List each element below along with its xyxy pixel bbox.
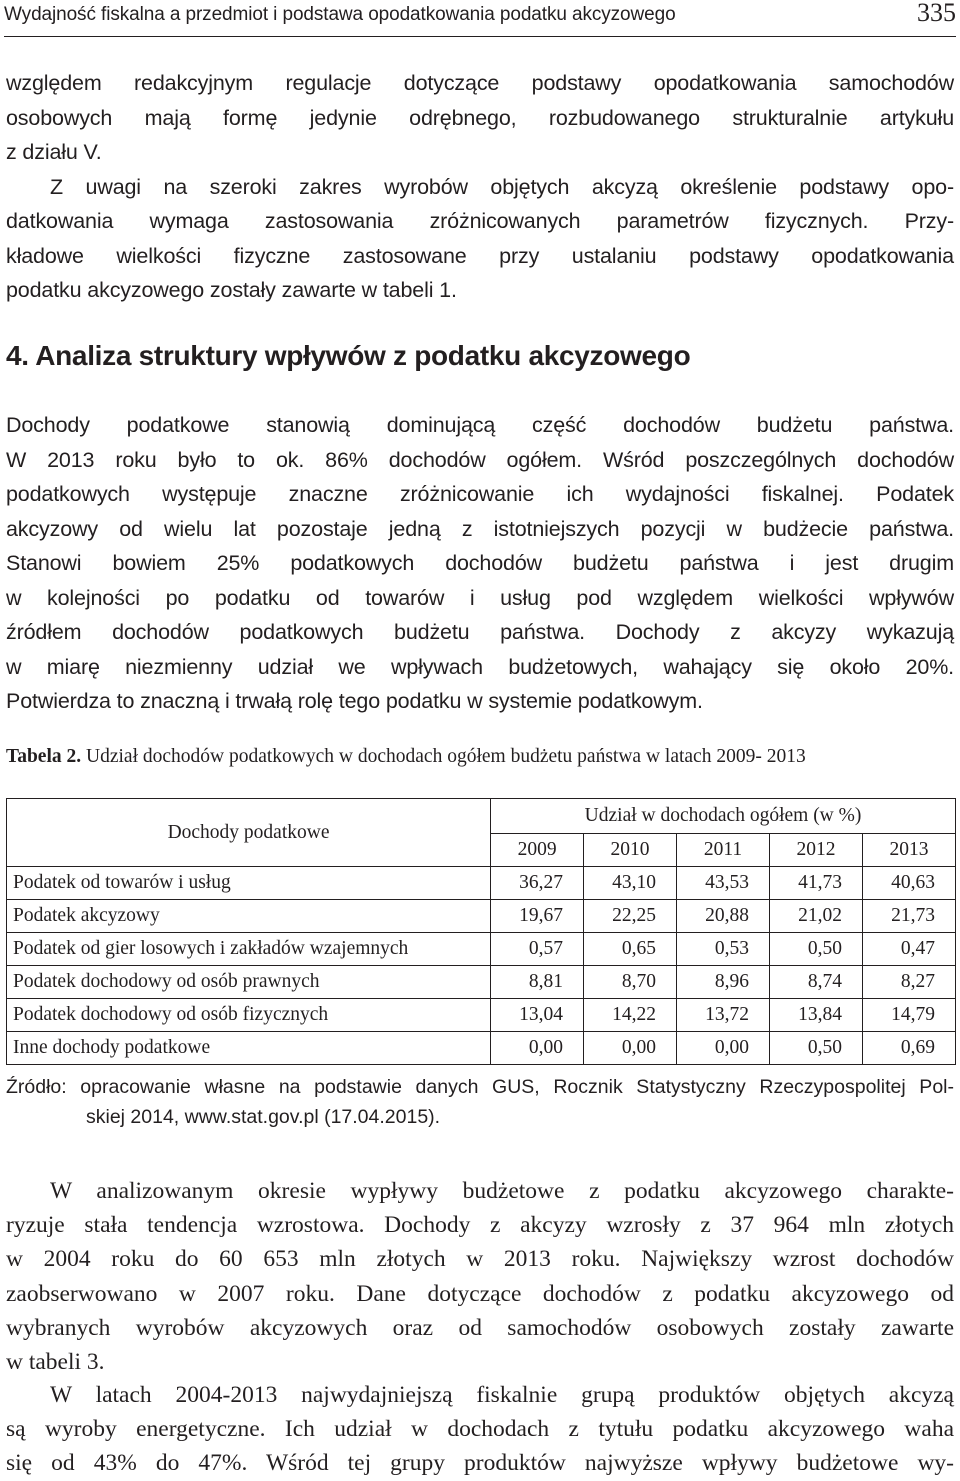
row-label: Podatek od gier losowych i zakładów wzajemnych — [7, 933, 491, 966]
table-cell: 8,96 — [677, 966, 770, 999]
year-header: 2011 — [677, 834, 770, 867]
text-line: Stanowi bowiem 25% podatkowych dochodów budżetu państwa i jest drugim — [6, 551, 954, 575]
text-line: Z uwagi na szeroki zakres wyrobów objętych akcyzą określenie podstawy opo- — [50, 174, 954, 199]
year-header: 2010 — [584, 834, 677, 867]
text-line: w miarę niezmienny udział we wpływach budżetowych, wahający się około 20%. — [6, 654, 954, 679]
source-note — [6, 1072, 954, 1132]
source-line: Źródło: opracowanie własne na podstawie danych GUS, Rocznik Statystyczny Rzeczypospolitej Pol- — [6, 1076, 954, 1098]
table-cell: 21,73 — [862, 900, 955, 933]
table-header-row — [7, 799, 956, 834]
table-cell: 13,84 — [769, 999, 862, 1032]
page-number: 335 — [917, 0, 956, 27]
text-line: W analizowanym okresie wypływy budżetowe z podatku akcyzowego charakte- — [50, 1178, 954, 1204]
text-line: osobowych mają formę jedynie odrębnego, rozbudowanego strukturalnie artykułu — [6, 105, 954, 130]
table-cell: 14,79 — [862, 999, 955, 1032]
section-heading: 4. Analiza struktury wpływów z podatku akcyzowego — [6, 340, 691, 371]
paragraph-parameters — [6, 66, 954, 308]
table-cell: 19,67 — [491, 900, 584, 933]
text-line: Potwierdza to znaczną i trwałą rolę tego podatku w systemie podatkowym. — [6, 689, 703, 713]
running-head — [4, 0, 956, 37]
table-caption-label: Tabela 2. — [6, 746, 82, 767]
table-row — [7, 933, 956, 966]
table-cell: 8,27 — [862, 966, 955, 999]
table-caption — [6, 746, 806, 768]
table-cell: 43,10 — [584, 867, 677, 900]
table-cell: 8,74 — [769, 966, 862, 999]
year-header: 2012 — [769, 834, 862, 867]
text-line: podatkowych występuje znaczne zróżnicowanie ich wydajności fiskalnej. Podatek — [6, 482, 954, 506]
table-cell: 0,50 — [769, 1032, 862, 1065]
text-line: względem redakcyjnym regulacje dotyczące podstawy opodatkowania samochodów — [6, 71, 954, 95]
tax-revenue-table — [6, 798, 956, 1065]
table-cell: 0,00 — [584, 1032, 677, 1065]
table-cell: 21,02 — [769, 900, 862, 933]
table-cell: 36,27 — [491, 867, 584, 900]
text-line: W latach 2004-2013 najwydajniejszą fiskalnie grupą produktów objętych akcyzą — [50, 1382, 954, 1408]
table-row — [7, 900, 956, 933]
table-cell: 13,04 — [491, 999, 584, 1032]
text-line: ryzuje stała tendencja wzrostowa. Dochody z akcyzy wzrosły z 37 964 mln złotych — [6, 1212, 954, 1239]
table-cell: 0,50 — [769, 933, 862, 966]
text-line: w kolejności po podatku od towarów i usług pod względem wielkości wpływów — [6, 585, 954, 610]
text-line: z działu V. — [6, 140, 102, 164]
table-cell: 0,65 — [584, 933, 677, 966]
paragraph-excise-growth — [6, 1174, 954, 1379]
text-line: Dochody podatkowe stanowią dominującą część dochodów budżetu państwa. — [6, 413, 954, 437]
row-header: Dochody podatkowe — [7, 799, 491, 867]
table-cell: 8,81 — [491, 966, 584, 999]
row-label: Podatek akcyzowy — [7, 900, 491, 933]
year-header: 2009 — [491, 834, 584, 867]
row-label: Podatek dochodowy od osób prawnych — [7, 966, 491, 999]
table-caption-text: Udział dochodów podatkowych w dochodach ogółem budżetu państwa w latach 2009- 2013 — [81, 746, 806, 767]
source-line: skiej 2014, www.stat.gov.pl (17.04.2015). — [86, 1106, 441, 1128]
paragraph-energy-products — [6, 1378, 954, 1481]
table-cell: 22,25 — [584, 900, 677, 933]
text-line: W 2013 roku było to ok. 86% dochodów ogółem. Wśród poszczególnych dochodów — [6, 447, 954, 472]
table-cell: 0,69 — [862, 1032, 955, 1065]
text-line: kładowe wielkości fizyczne zastosowane przy ustalaniu podstawy opodatkowania — [6, 243, 954, 268]
text-line: wybranych wyrobów akcyzowych oraz od samochodów osobowych zostały zawarte — [6, 1314, 954, 1341]
table-cell: 0,00 — [677, 1032, 770, 1065]
text-line: w 2004 roku do 60 653 mln złotych w 2013 roku. Największy wzrost dochodów — [6, 1246, 954, 1273]
text-line: się od 43% do 47%. Wśród tej grupy produktów najwyższe wpływy budżetowe wy- — [6, 1450, 954, 1477]
text-line: źródłem dochodów podatkowych budżetu państwa. Dochody z akcyzy wykazują — [6, 620, 954, 644]
table-cell: 20,88 — [677, 900, 770, 933]
row-label: Inne dochody podatkowe — [7, 1032, 491, 1065]
running-head-title: Wydajność fiskalna a przedmiot i podstawa opodatkowania podatku akcyzowego — [4, 4, 676, 25]
table-row — [7, 999, 956, 1032]
table-cell: 0,57 — [491, 933, 584, 966]
paragraph-tax-revenue — [6, 408, 954, 719]
table-row — [7, 1032, 956, 1065]
table-cell: 0,00 — [491, 1032, 584, 1065]
table-cell: 14,22 — [584, 999, 677, 1032]
row-label: Podatek od towarów i usług — [7, 867, 491, 900]
table-cell: 8,70 — [584, 966, 677, 999]
table-cell: 41,73 — [769, 867, 862, 900]
table-cell: 13,72 — [677, 999, 770, 1032]
table-cell: 0,53 — [677, 933, 770, 966]
table-row — [7, 867, 956, 900]
text-line: są wyroby energetyczne. Ich udział w dochodach z tytułu podatku akcyzowego waha — [6, 1416, 954, 1443]
group-header: Udział w dochodach ogółem (w %) — [491, 799, 956, 834]
table-cell: 0,47 — [862, 933, 955, 966]
year-header: 2013 — [862, 834, 955, 867]
row-label: Podatek dochodowy od osób fizycznych — [7, 999, 491, 1032]
text-line: datkowania wymaga zastosowania zróżnicowanych parametrów fizycznych. Przy- — [6, 209, 954, 233]
text-line: w tabeli 3. — [6, 1349, 105, 1376]
text-line: zaobserwowano w 2007 roku. Dane dotyczące dochodów z podatku akcyzowego od — [6, 1280, 954, 1307]
table-cell: 40,63 — [862, 867, 955, 900]
text-line: podatku akcyzowego zostały zawarte w tabeli 1. — [6, 278, 457, 302]
table-row — [7, 966, 956, 999]
text-line: akcyzowy od wielu lat pozostaje jedną z istotniejszych pozycji w budżecie państwa. — [6, 516, 954, 541]
table-cell: 43,53 — [677, 867, 770, 900]
